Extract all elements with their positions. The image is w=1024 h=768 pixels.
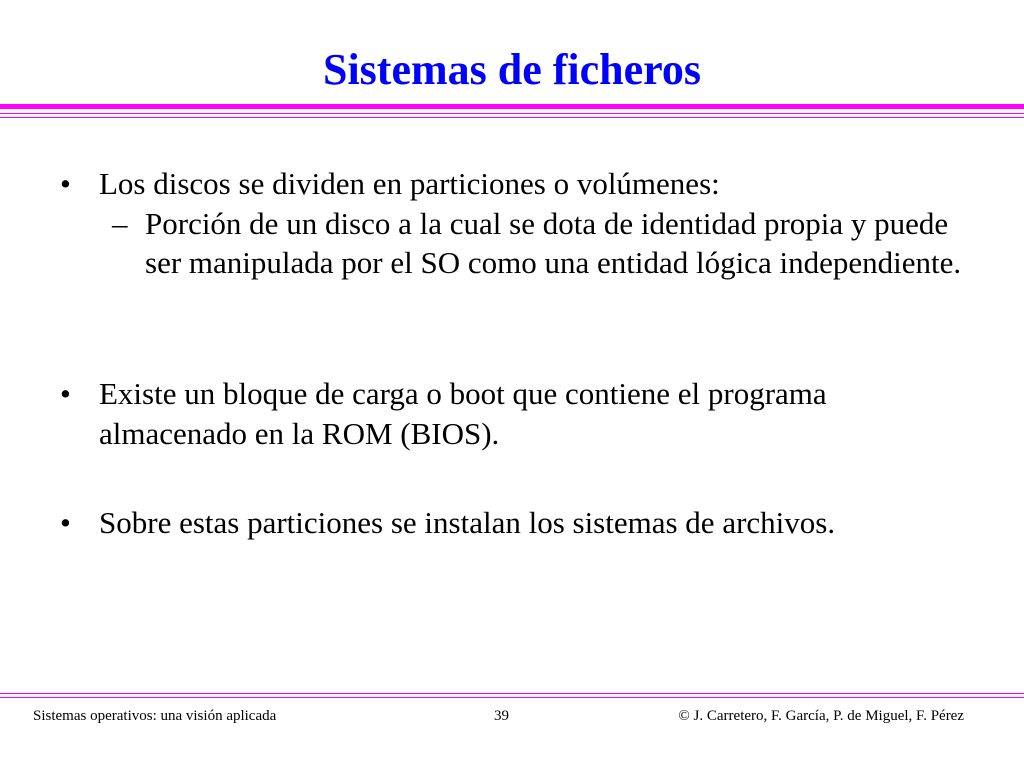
slide-title: Sistemas de ficheros: [322, 45, 702, 94]
bullet-mark: •: [60, 376, 71, 411]
footer-rule: [0, 697, 1024, 698]
footer-copyright: © J. Carretero, F. García, P. de Miguel, F. Pérez: [678, 708, 964, 724]
title-underline-thin: [0, 113, 1024, 114]
bullet-text: Sobre estas particiones se instalan los sistemas de archivos.: [99, 505, 836, 540]
footer-page-number: 39: [494, 708, 509, 724]
sub-bullet-text: Porción de un disco a la cual se dota de identidad propia y puede ser manipulada por el SO como una entidad lógica independiente.: [145, 206, 962, 280]
title-underline-thick: [0, 104, 1024, 109]
title-underline-thin: [0, 117, 1024, 118]
sub-bullet-mark: –: [112, 206, 128, 241]
bullet-mark: •: [60, 505, 71, 540]
footer-course-title: Sistemas operativos: una visión aplicada: [33, 708, 277, 724]
footer-rule: [0, 693, 1024, 694]
bullet-text: Existe un bloque de carga o boot que contiene el programa almacenado en la ROM (BIOS).: [99, 376, 827, 451]
bullet-mark: •: [60, 166, 71, 201]
bullet-text: Los discos se dividen en particiones o volúmenes:: [99, 166, 720, 201]
